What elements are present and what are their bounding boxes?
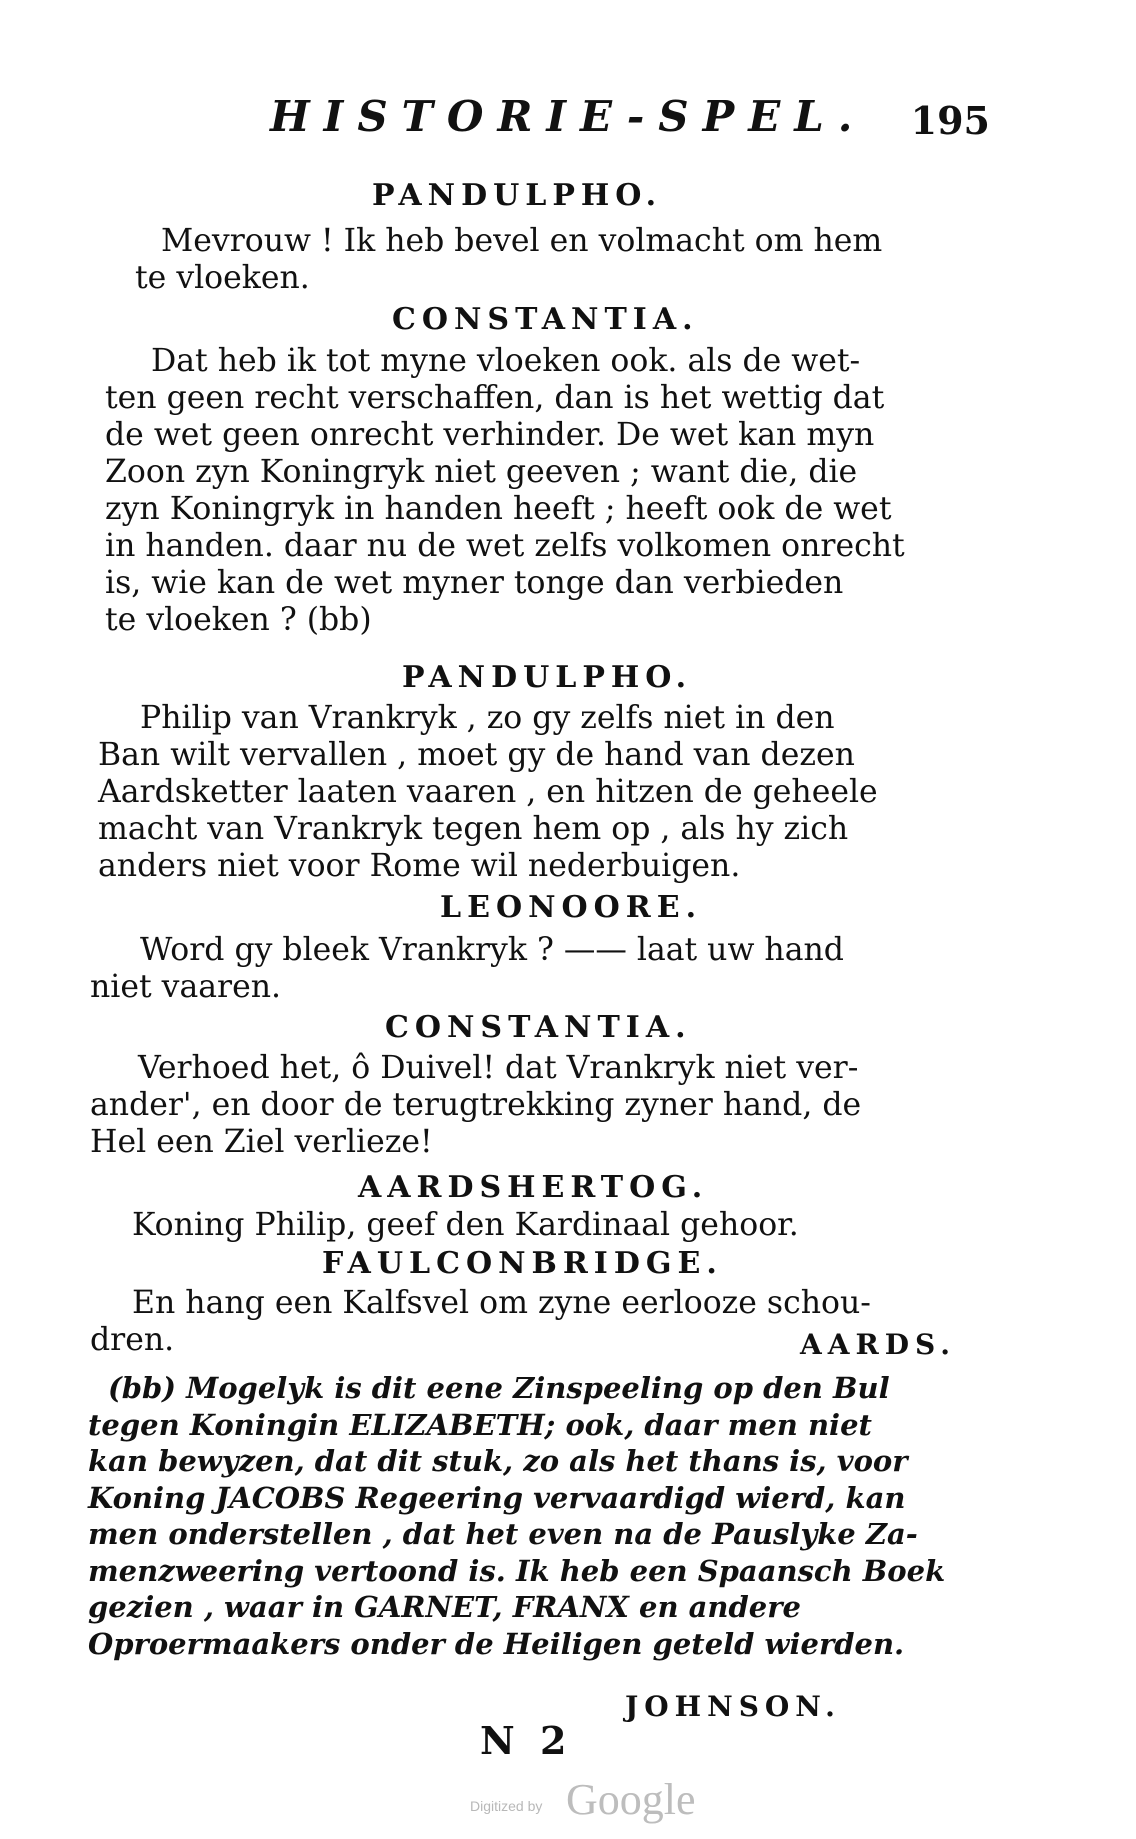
speech-line: Mevrouw ! Ik heb bevel en volmacht om hem (161, 223, 883, 259)
speech-block (132, 1207, 799, 1244)
speaker-pandulpho: PANDULPHO. (372, 178, 663, 213)
speech-line: te vloeken. (135, 260, 310, 296)
speech-line: Word gy bleek Vrankryk ? —— laat uw hand (140, 932, 844, 968)
speech-line: zyn Koningryk in handen heeft ; heeft ook de wet (105, 491, 892, 527)
speech-line: Verhoed het, ô Duivel! dat Vrankryk niet ver- (138, 1050, 859, 1086)
footnote-line: menzweering vertoond is. Ik heb een Spaansch Boek (88, 1553, 946, 1588)
footnote-line: kan bewyzen, dat dit stuk, zo als het thans is, voor (88, 1444, 908, 1478)
speaker-faulconbridge: FAULCONBRIDGE. (322, 1246, 723, 1281)
footnote-line: gezien , waar in GARNET, FRANX en andere (88, 1590, 801, 1624)
speech-line: Koning Philip, geef den Kardinaal gehoor. (132, 1207, 799, 1243)
speaker-aardshertog: AARDSHERTOG. (358, 1170, 709, 1205)
speech-line: is, wie kan de wet myner tonge dan verbieden (105, 565, 844, 601)
footnote-line: men onderstellen , dat het even na de Pauslyke Za- (88, 1517, 918, 1551)
speech-line: anders niet voor Rome wil nederbuigen. (98, 848, 741, 884)
watermark-prefix: Digitized by (470, 1798, 543, 1814)
footnote (88, 1370, 945, 1662)
running-header (270, 92, 990, 152)
speaker-constantia: CONSTANTIA. (385, 1010, 692, 1045)
speech-line: de wet geen onrecht verhinder. De wet kan myn (105, 417, 875, 453)
speaker-pandulpho: PANDULPHO. (402, 660, 693, 695)
speech-line: En hang een Kalfsvel om zyne eerlooze schou- (132, 1285, 871, 1321)
speech-line: Hel een Ziel verlieze! (90, 1124, 433, 1160)
speech-block (90, 1050, 861, 1161)
google-logo: Google (566, 1775, 696, 1824)
speech-block (105, 343, 905, 639)
running-title: HISTORIE-SPEL. (270, 92, 867, 141)
speech-line: Zoon zyn Koningryk niet geeven ; want die, die (105, 454, 858, 490)
speech-line: Ban wilt vervallen , moet gy de hand van dezen (98, 737, 855, 773)
speech-line: niet vaaren. (90, 969, 282, 1005)
speech-line: in handen. daar nu de wet zelfs volkomen onrecht (105, 528, 905, 564)
speech-block (90, 932, 844, 1006)
speech-line: Dat heb ik tot myne vloeken ook. als de wet- (151, 343, 861, 379)
speech-line: Philip van Vrankryk , zo gy zelfs niet in den (140, 700, 835, 736)
speech-line: macht van Vrankryk tegen hem op , als hy zich (98, 811, 849, 847)
speech-line: dren. (90, 1322, 175, 1358)
speaker-leonoore: LEONOORE. (440, 890, 703, 925)
footnote-line: tegen Koningin ELIZABETH; ook, daar men niet (88, 1407, 872, 1442)
speech-line: te vloeken ? (bb) (105, 602, 372, 638)
signature-mark: N 2 (480, 1718, 573, 1763)
speaker-constantia: CONSTANTIA. (392, 302, 699, 337)
speech-line: Aardsketter laaten vaaren , en hitzen de geheele (98, 774, 878, 810)
footnote-line: Koning JACOBS Regeering vervaardigd wierd, kan (88, 1480, 906, 1515)
speech-block (90, 1285, 871, 1359)
speech-block (135, 223, 882, 297)
footnote-author: JOHNSON. (625, 1690, 841, 1723)
footnote-line: (bb) Mogelyk is dit eene Zinspeeling op den Bul (108, 1371, 890, 1405)
speech-line: ander', en door de terugtrekking zyner hand, de (90, 1087, 862, 1123)
page-number: 195 (910, 98, 990, 143)
catchword: AARDS. (800, 1328, 956, 1361)
speech-block (98, 700, 878, 885)
digitized-watermark (470, 1774, 730, 1824)
footnote-line: Oproermaakers onder de Heiligen geteld wierden. (88, 1626, 905, 1661)
speech-line: ten geen recht verschaffen, dan is het wettig dat (105, 380, 885, 416)
